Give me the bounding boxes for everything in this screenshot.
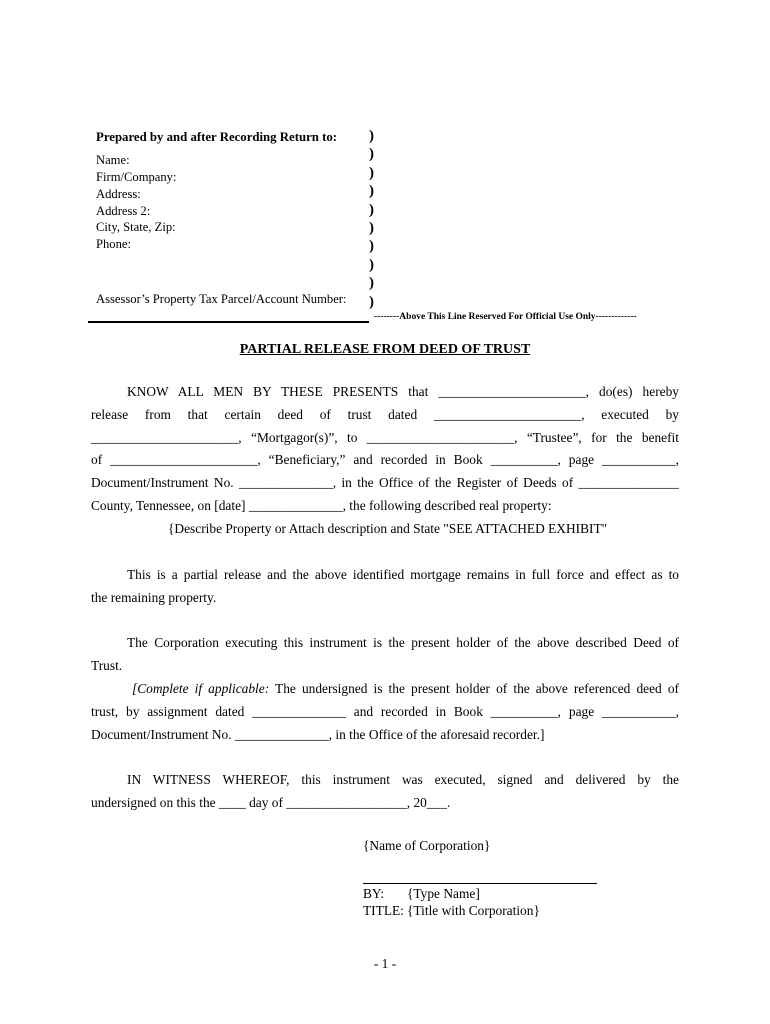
form-text-line: the remaining property.	[91, 589, 217, 605]
title-value-placeholder: {Title with Corporation}	[407, 903, 540, 918]
recording-return-block	[96, 130, 376, 315]
official-use-note: --------Above This Line Reserved For Official Use Only-------------	[374, 312, 637, 322]
paragraph-partial-release	[91, 564, 679, 610]
paren-mark: )	[369, 164, 374, 181]
form-text-line: KNOW ALL MEN BY THESE PRESENTS that ______________________, do(es) hereby	[127, 384, 679, 399]
signature-rows	[363, 885, 540, 919]
form-text-line: Document/Instrument No. ______________, in the Office of the Register of Deeds of _______________	[91, 475, 679, 491]
paren-mark: )	[369, 220, 374, 237]
field-label: Address 2:	[96, 203, 151, 218]
by-label: BY:	[363, 886, 385, 901]
p4-lead-text: The undersigned is the present holder of the above referenced deed of	[275, 681, 680, 696]
field-label: Firm/Company:	[96, 169, 177, 184]
signature-line	[363, 883, 597, 884]
paren-column	[369, 127, 374, 311]
p4-remaining-lines	[91, 701, 679, 747]
signature-title-row	[363, 902, 540, 919]
paren-mark: )	[369, 201, 374, 218]
paren-mark: )	[369, 275, 374, 292]
official-use-divider-line	[88, 321, 369, 323]
field-label: Address:	[96, 186, 141, 201]
form-text-line: IN WITNESS WHEREOF, this instrument was executed, signed and delivered by the	[127, 772, 679, 787]
assessor-parcel-label: Assessor’s Property Tax Parcel/Account Number:	[96, 292, 347, 306]
field-label: Phone:	[96, 237, 131, 252]
field-label: Name:	[96, 153, 130, 167]
form-text-line: ______________________, “Mortgagor(s)”, to ______________________, “Trustee”, for the benefit	[91, 429, 679, 445]
paren-mark: )	[369, 146, 374, 163]
paren-mark: )	[369, 238, 374, 255]
recording-field-labels	[96, 152, 176, 253]
title-label: TITLE:	[363, 903, 404, 918]
paren-mark: )	[369, 293, 374, 310]
signature-by-row	[363, 885, 540, 902]
form-text-line: Trust.	[91, 657, 123, 673]
paragraph-know-all-men	[91, 381, 679, 541]
form-text-line: {Describe Property or Attach description and State "SEE ATTACHED EXHIBIT"	[168, 520, 608, 536]
paren-mark: )	[369, 128, 374, 144]
form-text-line: The Corporation executing this instrument is the present holder of the above described Deed of	[127, 635, 679, 650]
page-number: - 1 -	[373, 956, 397, 971]
field-label: City, State, Zip:	[96, 220, 176, 235]
document-title: PARTIAL RELEASE FROM DEED OF TRUST	[239, 342, 531, 357]
form-text-line: County, Tennessee, on [date] ______________, the following described real property:	[91, 497, 552, 513]
form-text-line	[91, 678, 679, 701]
paren-mark: )	[369, 256, 374, 273]
paren-mark: )	[369, 183, 374, 200]
form-text-line: release from that certain deed of trust dated ______________________, executed by	[91, 406, 679, 422]
form-text-line: Document/Instrument No. ______________, in the Office of the aforesaid recorder.]	[91, 726, 545, 742]
paragraph-in-witness-whereof	[91, 769, 679, 815]
paragraph-corporation-holder	[91, 632, 679, 678]
recording-block-heading: Prepared by and after Recording Return to:	[96, 130, 337, 144]
form-text-line: undersigned on this the ____ day of __________________, 20___.	[91, 794, 451, 810]
form-text-line: trust, by assignment dated ______________ and recorded in Book __________, page ___________,	[91, 703, 679, 719]
complete-if-applicable-note: [Complete if applicable:	[132, 681, 270, 696]
by-value-placeholder: {Type Name]	[407, 886, 480, 901]
corporation-name-placeholder: {Name of Corporation}	[363, 838, 491, 853]
form-text-line: of ______________________, “Beneficiary,” and recorded in Book __________, page ___________,	[91, 452, 679, 468]
paragraph-complete-if-applicable	[91, 678, 679, 746]
form-text-line: This is a partial release and the above identified mortgage remains in full force and effect as to	[127, 567, 679, 582]
